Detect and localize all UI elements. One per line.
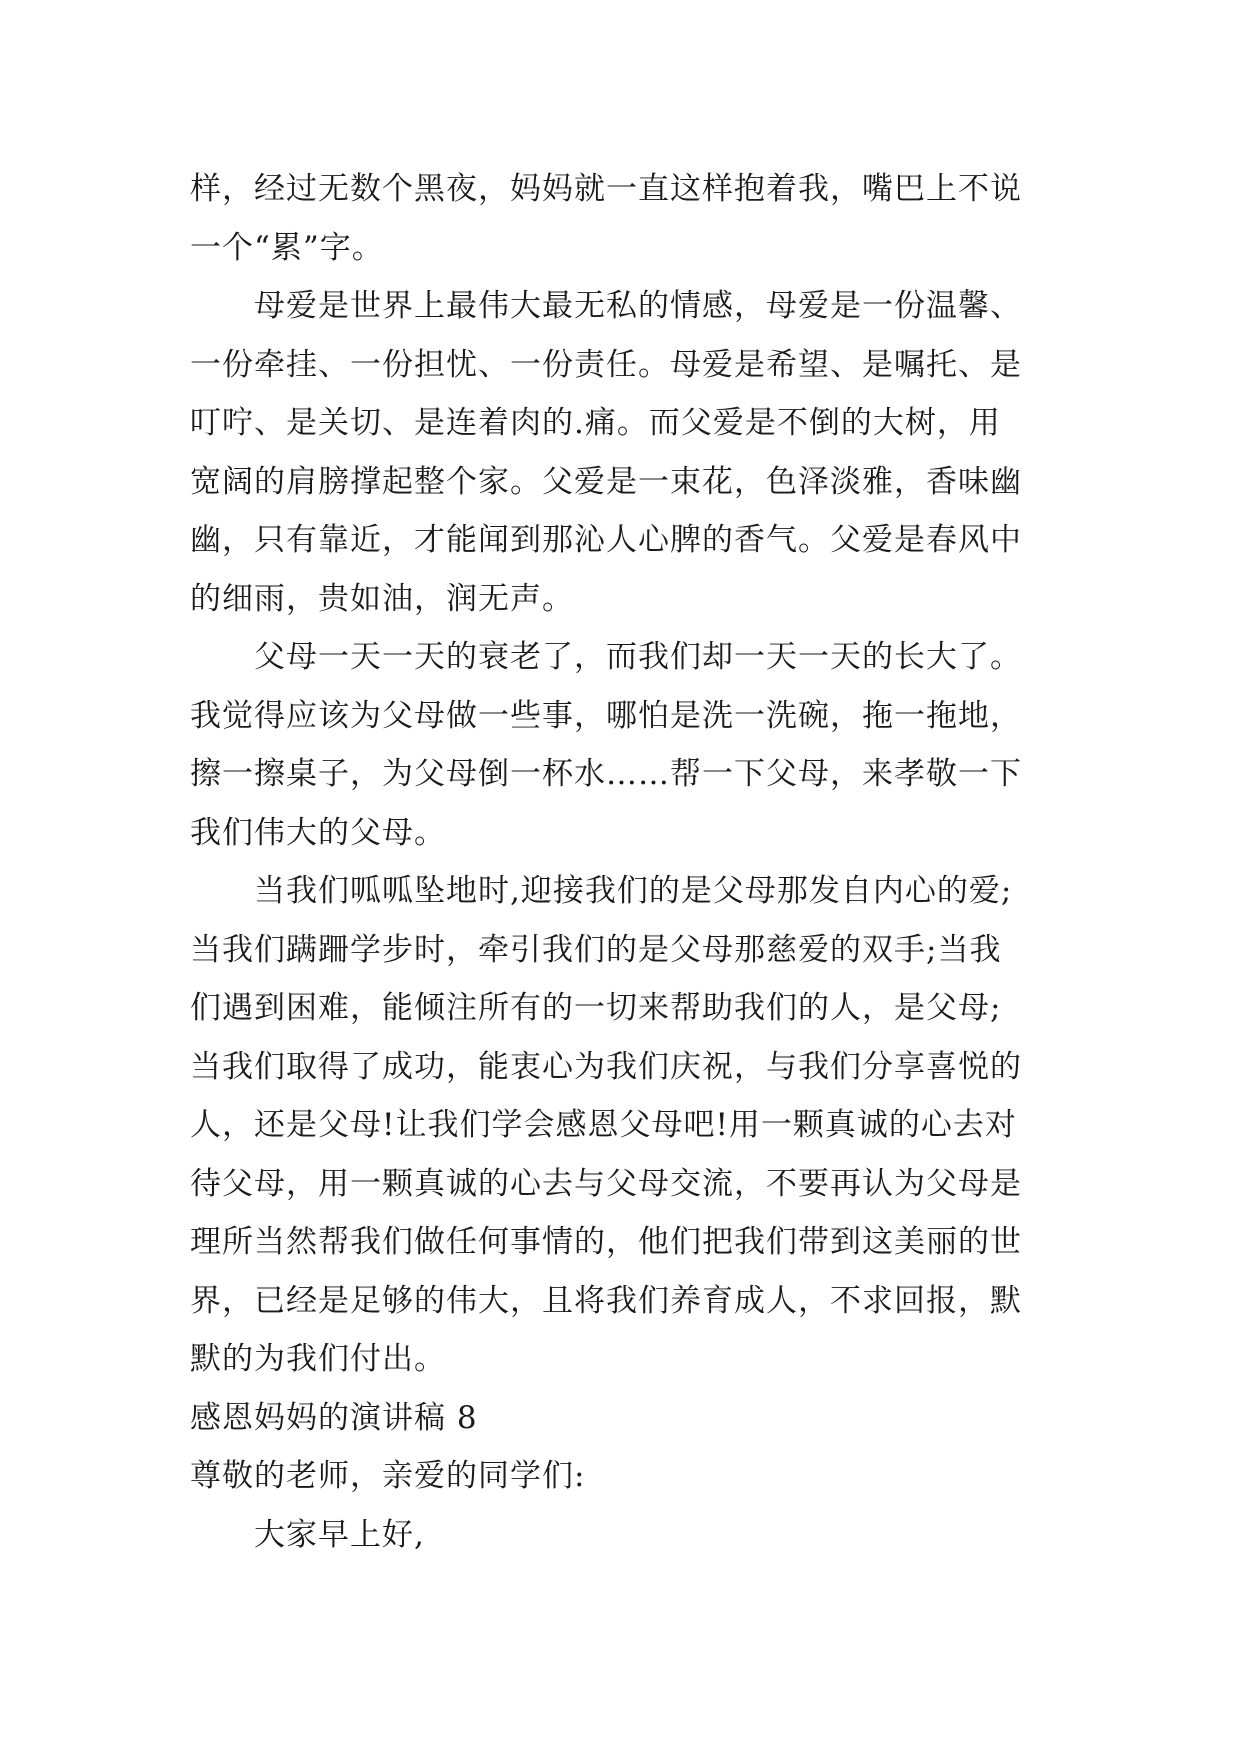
- paragraph-start-line: 当我们呱呱坠地时,迎接我们的是父母那发自内心的爱;: [254, 873, 1013, 909]
- section-heading: 感恩妈妈的演讲稿 8: [190, 1399, 478, 1436]
- text-line: 人，还是父母!让我们学会感恩父母吧!用一颗真诚的心去对: [190, 1107, 1017, 1143]
- text-line: 理所当然帮我们做任何事情的，他们把我们带到这美丽的世: [190, 1224, 1022, 1260]
- text-line: 一个“累”字。: [190, 229, 384, 266]
- text-line: 我觉得应该为父母做一些事，哪怕是洗一洗碗，拖一拖地，: [190, 697, 1022, 734]
- text-line: 幽，只有靠近，才能闻到那沁人心脾的香气。父爱是春风中: [190, 522, 1022, 558]
- salutation: 尊敬的老师，亲爱的同学们:: [190, 1458, 586, 1494]
- greeting-line: 大家早上好,: [254, 1516, 425, 1553]
- text-line: 默的为我们付出。: [190, 1341, 446, 1377]
- text-line: 们遇到困难，能倾注所有的一切来帮助我们的人，是父母;: [190, 990, 1002, 1026]
- text-line: 擦一擦桌子，为父母倒一杯水……帮一下父母，来孝敬一下: [190, 756, 1022, 792]
- paragraph-start-line: 母爱是世界上最伟大最无私的情感，母爱是一份温馨、: [254, 288, 1022, 324]
- text-line: 当我们蹒跚学步时，牵引我们的是父母那慈爱的双手;当我: [190, 931, 1002, 968]
- text-line: 的细雨，贵如油，润无声。: [190, 580, 574, 617]
- text-line: 叮咛、是关切、是连着肉的.痛。而父爱是不倒的大树，用: [190, 405, 1001, 441]
- paragraph-start-line: 父母一天一天的衰老了，而我们却一天一天的长大了。: [254, 639, 1022, 675]
- text-line: 我们伟大的父母。: [190, 814, 446, 851]
- text-line: 宽阔的肩膀撑起整个家。父爱是一束花，色泽淡雅，香味幽: [190, 463, 1022, 500]
- text-line: 样，经过无数个黑夜，妈妈就一直这样抱着我，嘴巴上不说: [190, 171, 1022, 207]
- text-line: 一份牵挂、一份担忧、一份责任。母爱是希望、是嘱托、是: [190, 346, 1022, 383]
- text-line: 当我们取得了成功，能衷心为我们庆祝，与我们分享喜悦的: [190, 1048, 1022, 1085]
- text-line: 待父母，用一颗真诚的心去与父母交流，不要再认为父母是: [190, 1165, 1022, 1202]
- text-line: 界，已经是足够的伟大，且将我们养育成人，不求回报，默: [190, 1282, 1022, 1319]
- document-body: [190, 160, 1070, 1564]
